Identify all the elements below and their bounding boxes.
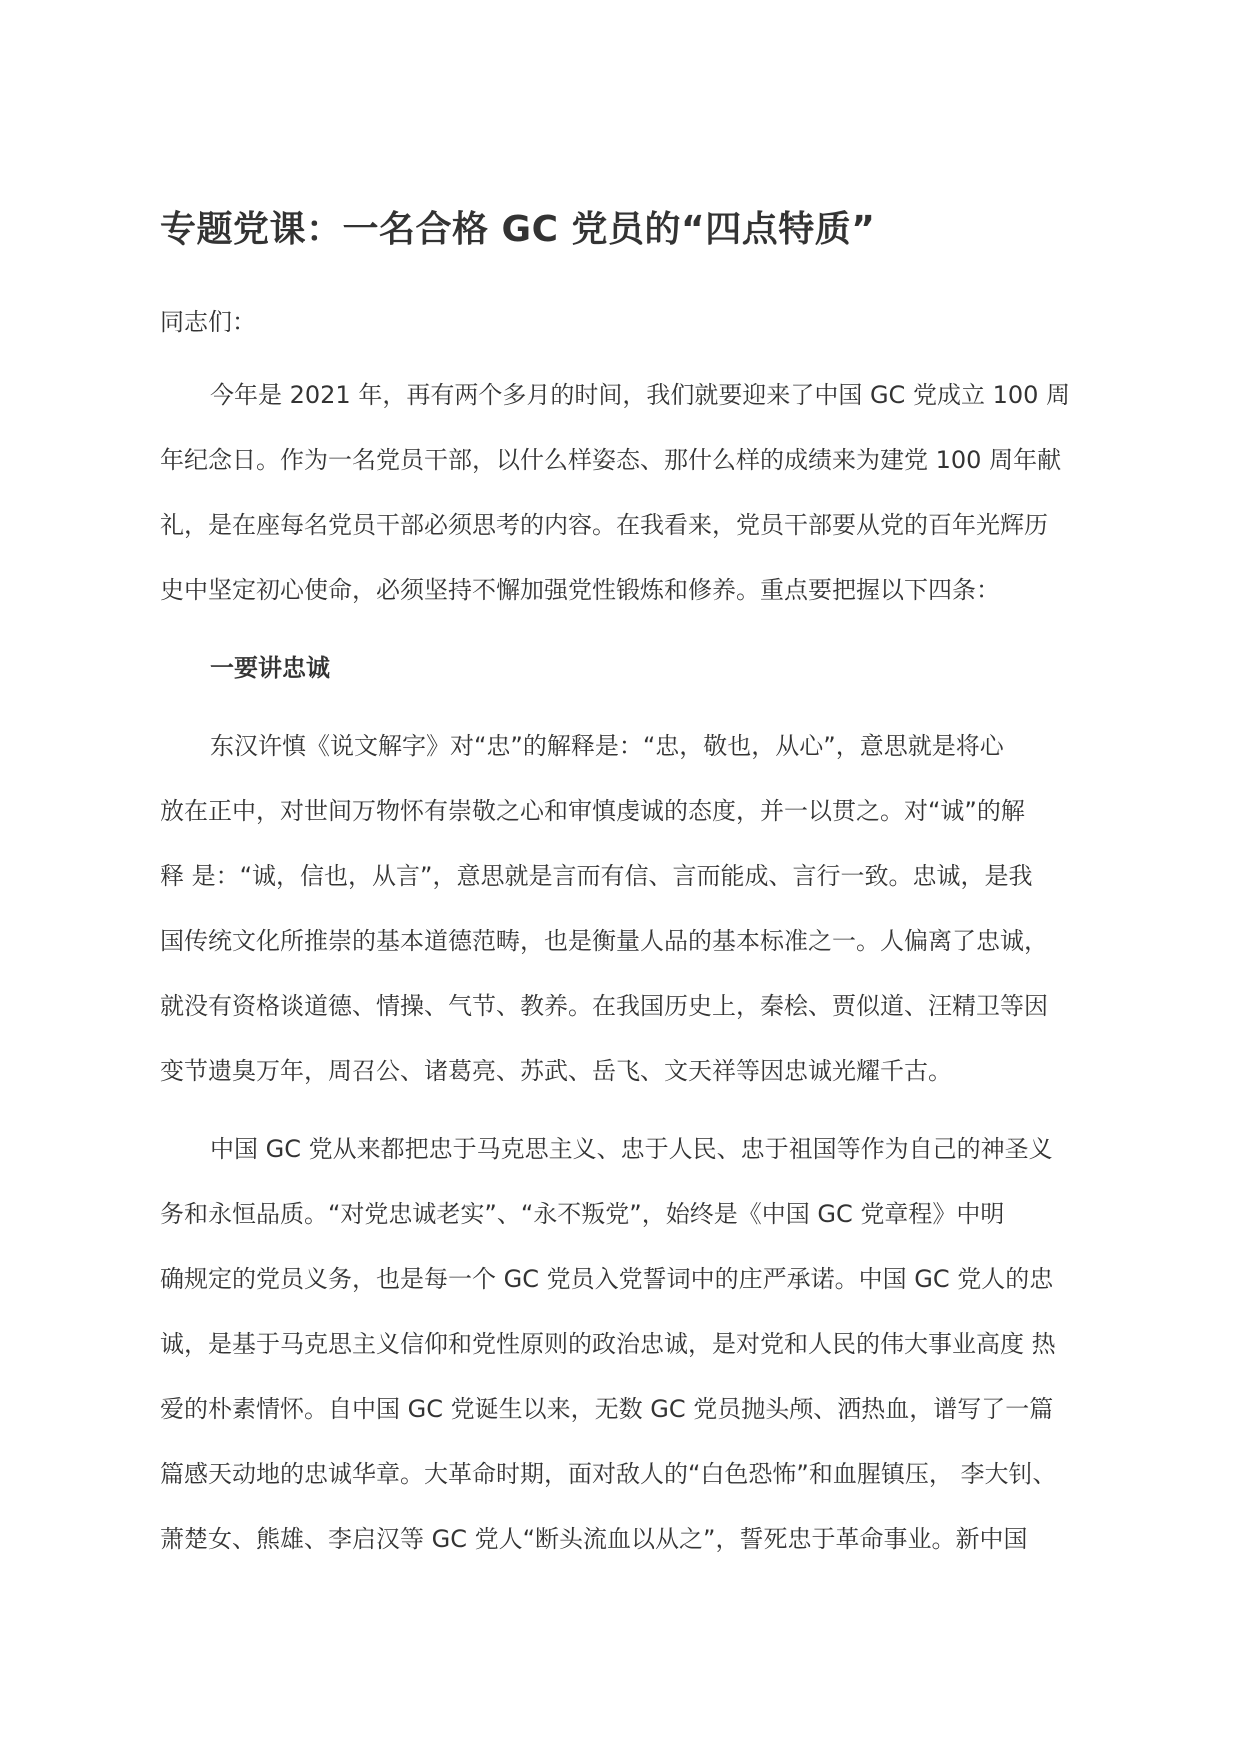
paragraph-line: 确规定的党员义务，也是每一个 GC 党员入党誓词中的庄严承诺。中国 GC 党人的忠	[160, 1265, 1054, 1293]
paragraph-line: 诚，是基于马克思主义信仰和党性原则的政治忠诚，是对党和人民的伟大事业高度 热	[160, 1330, 1056, 1358]
paragraph-line: 放在正中，对世间万物怀有崇敬之心和审慎虔诚的态度，并一以贯之。对“诚”的解	[160, 797, 1025, 825]
paragraph-line: 就没有资格谈道德、情操、气节、教养。在我国历史上，秦桧、贾似道、汪精卫等因	[160, 992, 1048, 1020]
paragraph-1	[160, 363, 1105, 623]
paragraph-line: 国传统文化所推崇的基本道德范畴，也是衡量人品的基本标准之一。人偏离了忠诚，	[160, 927, 1048, 955]
paragraph-3	[160, 1117, 1105, 1572]
spacer	[160, 1104, 1105, 1117]
paragraph-line: 变节遗臭万年，周召公、诸葛亮、苏武、岳飞、文天祥等因忠诚光耀千古。	[160, 1057, 952, 1085]
salutation: 同志们：	[160, 308, 256, 336]
paragraph-line: 务和永恒品质。“对党忠诚老实”、“永不叛党”，始终是《中国 GC 党章程》中明	[160, 1200, 1005, 1228]
paragraph-2	[160, 714, 1105, 1104]
paragraph-line: 释 是：“诚，信也，从言”，意思就是言而有信、言而能成、言行一致。忠诚，是我	[160, 862, 1033, 890]
spacer	[160, 623, 1105, 636]
paragraph-line: 东汉许慎《说文解字》对“忠”的解释是：“忠，敬也，从心”，意思就是将心	[210, 732, 1004, 760]
section-heading: 一要讲忠诚	[210, 654, 330, 682]
paragraph-line: 年纪念日。作为一名党员干部，以什么样姿态、那什么样的成绩来为建党 100 周年献	[160, 446, 1062, 474]
document-title: 专题党课：一名合格 GC 党员的“四点特质”	[160, 209, 876, 250]
paragraph-line: 礼，是在座每名党员干部必须思考的内容。在我看来，党员干部要从党的百年光辉历	[160, 511, 1048, 539]
paragraph-line: 萧楚女、熊雄、李启汉等 GC 党人“断头流血以从之”，誓死忠于革命事业。新中国	[160, 1525, 1028, 1553]
document-page	[160, 200, 1105, 1572]
paragraph-line: 中国 GC 党从来都把忠于马克思主义、忠于人民、忠于祖国等作为自己的神圣义	[210, 1135, 1053, 1163]
paragraph-line: 史中坚定初心使命，必须坚持不懈加强党性锻炼和修养。重点要把握以下四条：	[160, 576, 1000, 604]
paragraph-line: 今年是 2021 年，再有两个多月的时间，我们就要迎来了中国 GC 党成立 100 周	[210, 381, 1071, 409]
paragraph-line: 爱的朴素情怀。自中国 GC 党诞生以来，无数 GC 党员抛头颅、洒热血，谱写了一篇	[160, 1395, 1054, 1423]
spacer	[160, 701, 1105, 714]
paragraph-line: 篇感天动地的忠诚华章。大革命时期，面对敌人的“白色恐怖”和血腥镇压， 李大钊、	[160, 1460, 1057, 1488]
